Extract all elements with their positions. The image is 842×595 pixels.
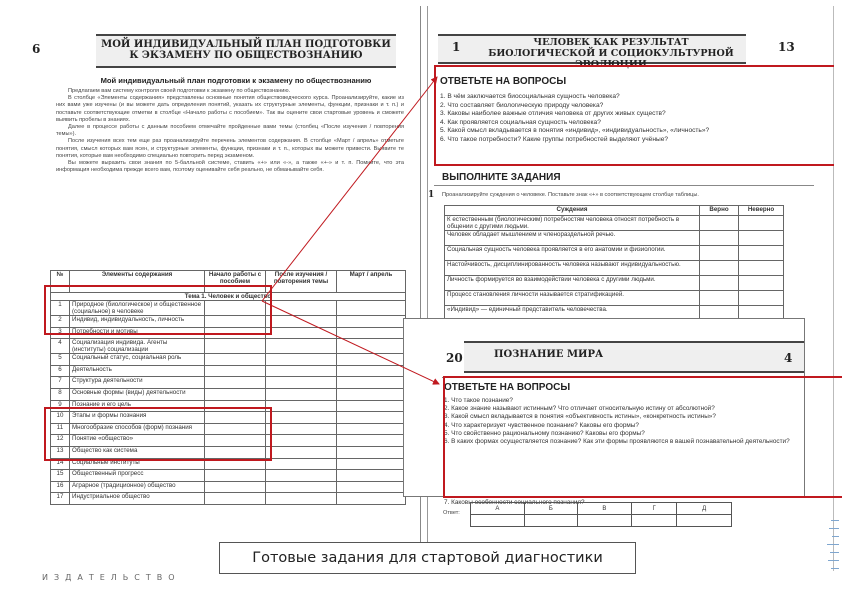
row-number: 5: [51, 354, 70, 366]
row-element: Общество как система: [70, 446, 205, 458]
row-element: Аграрное (традиционное) общество: [70, 481, 205, 493]
task-statement: Процесс становления личности называется стратификацией.: [445, 291, 700, 306]
overlay-header-title: ПОЗНАНИЕ МИРА: [494, 349, 604, 360]
row-element: Многообразие способов (форм) познания: [70, 423, 205, 435]
overlay-question-item: 4. Что характеризует чувственное познание? Каковы его формы?: [444, 421, 639, 429]
row-element: Основные формы (виды) деятельности: [70, 388, 205, 400]
intro-paragraph: В столбце «Элементы содержания» представлены основные понятия обществоведческого курса. Проанализируйте, какие из них вами уже изучены (и вы можете дать определения понятий, указать их структурные элементы, функции, признаки и т. п.) и поставьте соответствующие отметки в столбце «Начало работы с пособием». Так вы оцените свои стартовые уровень и сможете выявить пробелы в знаниях.: [56, 95, 404, 123]
row-element: Социализация индивида. Агенты (институты) социализации: [70, 339, 205, 354]
col-header-num: №: [51, 271, 70, 293]
intro-paragraph: После изучения всех тем еще раз проанализируйте перечень элементов содержания. В столбце «Март / апрель» отметьте понятия, смысл которых вам ясен, и структурные элементы, функции, признаки и т. п., которых вы можете привести. Выявите те понятия, которые вам необходимо специально повторить перед экзаменом.: [56, 138, 404, 159]
row-element: Социальный статус, социальная роль: [70, 354, 205, 366]
col-header-start: Начало работы с пособием: [205, 271, 266, 293]
tasks-title: ВЫПОЛНИТЕ ЗАДАНИЯ: [442, 172, 561, 183]
task-number: 1: [428, 190, 435, 200]
overlay-question-item: 6. В каких формах осуществляется познание? Как эти формы проявляются в вашей познавательной деятельности?: [444, 438, 790, 446]
task-col-false: Неверно: [739, 206, 784, 216]
task-text: Проанализируйте суждения о человеке. Поставьте знак «+» в соответствующем столбце таблицы.: [442, 192, 699, 198]
question-item: 5. Какой смысл вкладывается в понятия «индивид», «индивидуальность», «личность»?: [440, 127, 710, 135]
row-element: Деятельность: [70, 365, 205, 377]
task-statement: Социальная сущность человека проявляется в его анатомии и физиологии.: [445, 246, 700, 261]
row-element: Природное (биологическое) и общественное (социальное) в человеке: [70, 301, 205, 316]
row-element: Общественный прогресс: [70, 470, 205, 482]
row-element: Индивид, индивидуальность, личность: [70, 316, 205, 328]
questions-title: ОТВЕТЬТЕ НА ВОПРОСЫ: [440, 76, 567, 87]
col-header-after: После изучения / повторения темы: [266, 271, 337, 293]
question-item: 4. Как проявляется социальная сущность человека?: [440, 118, 601, 126]
row-number: 7: [51, 377, 70, 389]
overlay-question-item: 7. Каковы особенности социального познания?: [444, 499, 585, 506]
question-item: 2. Что составляет биологическую природу человека?: [440, 101, 604, 109]
section-title: Тема 1. Человек и общество: [51, 293, 406, 301]
answer-col-a: А: [471, 503, 525, 515]
doc-title: Мой индивидуальный план подготовки к экзамену по обществознанию: [100, 76, 372, 85]
task-statement: К естественным (биологическим) потребностям человека относят потребность в общении с другими людьми.: [445, 216, 700, 231]
row-number: 6: [51, 365, 70, 377]
answer-col-b: Б: [524, 503, 577, 515]
question-item: 6. Что такое потребности? Какие группы потребностей выделяют учёные?: [440, 135, 669, 143]
task-statement: Человек обладает мышлением и членораздельной речью.: [445, 231, 700, 246]
overlay-question-item: 2. Какое знание называют истинным? Что отличает относительную истину от абсолютной?: [444, 405, 715, 413]
row-number: 13: [51, 446, 70, 458]
right-header-title: ЧЕЛОВЕК КАК РЕЗУЛЬТАТ БИОЛОГИЧЕСКОЙ И СОЦИОКУЛЬТУРНОЙ ЭВОЛЮЦИИ: [488, 37, 734, 70]
overlay-page-left-number: 20: [446, 351, 463, 365]
row-element: Этапы и формы познания: [70, 412, 205, 424]
row-number: 2: [51, 316, 70, 328]
overlay-questions-title: ОТВЕТЬТЕ НА ВОПРОСЫ: [444, 382, 571, 393]
answer-col-v: В: [577, 503, 631, 515]
answer-label: Ответ:: [443, 510, 460, 516]
publisher-mark: ИЗДАТЕЛЬСТВО: [42, 573, 181, 582]
row-number: 8: [51, 388, 70, 400]
row-element: Структура деятельности: [70, 377, 205, 389]
row-number: 17: [51, 493, 70, 505]
row-number: 1: [51, 301, 70, 316]
row-element: Потребности и мотивы: [70, 327, 205, 339]
row-element: Социальные институты: [70, 458, 205, 470]
row-number: 14: [51, 458, 70, 470]
row-number: 4: [51, 339, 70, 354]
intro-paragraph: Вы можете выразить свои знания по 5-балльной системе, ставить «+» или «-», а также «+-» и т. п. Помните, что эта информация необходима прежде всего вам, поэтому оценивайте себя реально, не обманывайте себя.: [56, 160, 404, 174]
row-number: 9: [51, 400, 70, 412]
row-number: 12: [51, 435, 70, 447]
overlay-page-right-number: 4: [784, 351, 793, 365]
overlay-question-item: 1. Что такое познание?: [444, 397, 513, 404]
question-item: 1. В чём заключается биосоциальная сущность человека?: [440, 93, 620, 100]
answer-col-g: Г: [631, 503, 677, 515]
task-col-true: Верно: [700, 206, 739, 216]
col-header-march: Март / апрель: [337, 271, 406, 293]
row-number: 15: [51, 470, 70, 482]
col-header-elements: Элементы содержания: [70, 271, 205, 293]
row-element: Познание и его цель: [70, 400, 205, 412]
row-number: 3: [51, 327, 70, 339]
arrow-to-knowledge: [262, 301, 439, 384]
row-number: 11: [51, 423, 70, 435]
arrow-to-questions: [262, 77, 437, 301]
intro-paragraph: Далее в процессе работы с данным пособием отмечайте пройденные вами темы (столбец «После изучения / повторения темы»).: [56, 124, 404, 138]
left-page-number: 6: [32, 42, 41, 56]
task-statement: Настойчивость, дисциплинированность человека называют индивидуальностью.: [445, 261, 700, 276]
overlay-question-item: 5. Что свойственно рациональному познанию? Каковы его формы?: [444, 429, 645, 437]
row-number: 10: [51, 412, 70, 424]
task-statement: Личность формируется во взаимодействии человека с другими людьми.: [445, 276, 700, 291]
row-number: 16: [51, 481, 70, 493]
intro-paragraph: Предлагаем вам систему контроля своей подготовки к экзамену по обществознанию.: [68, 88, 291, 94]
right-page-right-number: 13: [778, 40, 795, 54]
caption: Готовые задания для стартовой диагностики: [219, 542, 636, 574]
row-element: Понятие «общество»: [70, 435, 205, 447]
task-col-statements: Суждения: [445, 206, 700, 216]
task-statement: «Индивид» — единичный представитель человечества.: [445, 306, 700, 321]
row-element: Индустриальное общество: [70, 493, 205, 505]
overlay-question-item: 3. Какой смысл вкладывается в понятия «объективность истины», «конкретность истины»?: [444, 413, 716, 421]
answer-col-d: Д: [677, 503, 732, 515]
left-header-title: МОЙ ИНДИВИДУАЛЬНЫЙ ПЛАН ПОДГОТОВКИ К ЭКЗАМЕНУ ПО ОБЩЕСТВОЗНАНИЮ: [96, 34, 396, 68]
question-item: 3. Каковы наиболее важные отличия человека от других живых существ?: [440, 110, 666, 118]
right-page-left-number: 1: [452, 40, 461, 54]
